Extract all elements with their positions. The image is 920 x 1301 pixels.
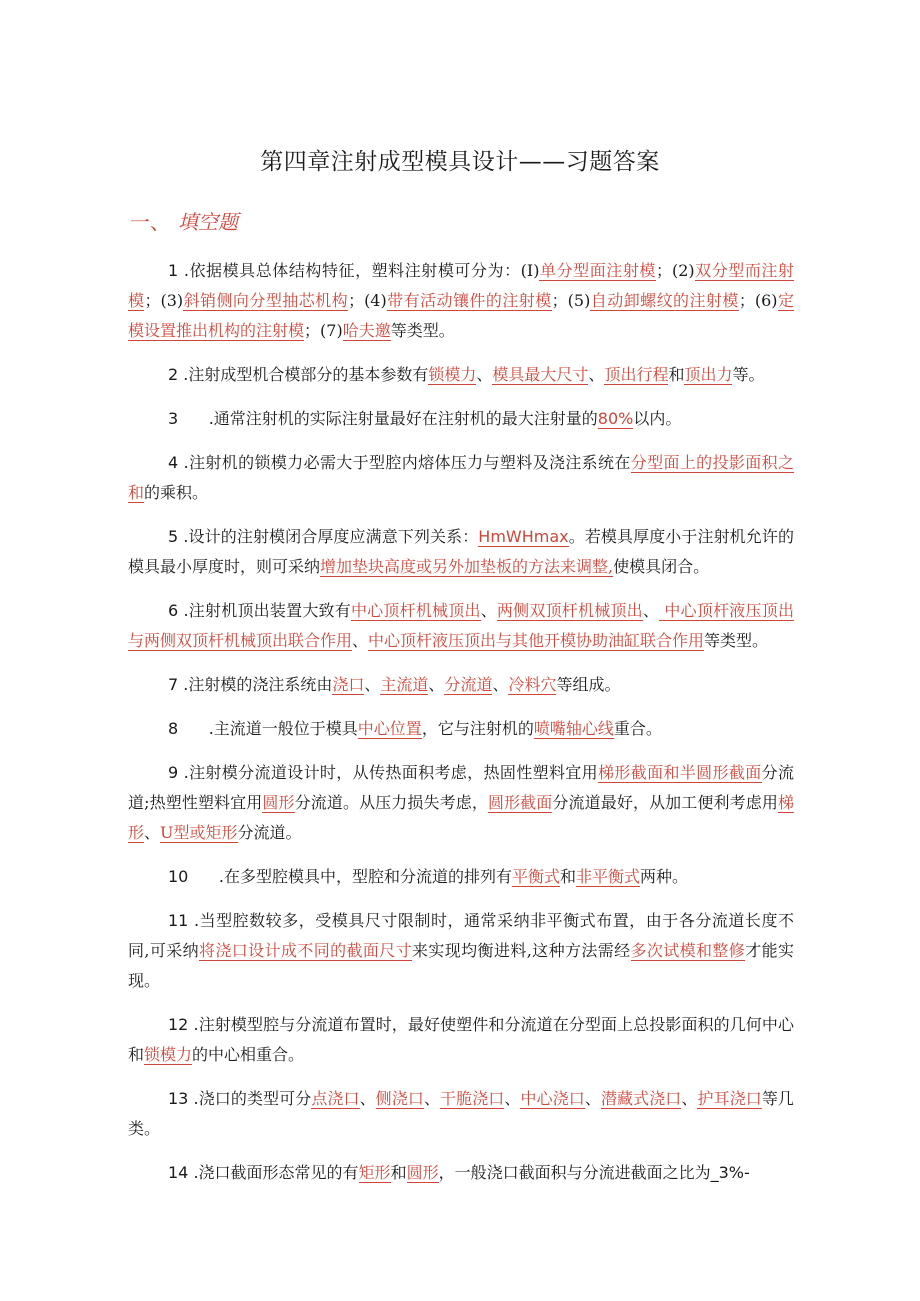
question-4: [128, 448, 794, 508]
question-text: 、: [681, 1089, 698, 1108]
question-number: 6: [168, 601, 179, 620]
question-text: .通常注射机的实际注射量最好在注射机的最大注射量的: [178, 409, 598, 428]
answer-blank: 两侧双顶杆机械顶出: [496, 601, 643, 620]
answer-blank: 梯形: [128, 793, 794, 842]
question-text: 使模具闭合。: [613, 557, 710, 576]
question-text: 的中心相重合。: [192, 1045, 305, 1064]
question-text: .浇口截面形态常见的有: [188, 1163, 359, 1182]
answer-blank: 圆形: [406, 1163, 439, 1182]
question-text: 等几类。: [128, 1089, 794, 1138]
question-text: 两种。: [640, 867, 689, 886]
question-9: [128, 758, 794, 848]
answer-blank: 中心顶杆机械顶出: [350, 601, 481, 620]
question-text: .注射模型腔与分流道布置时，最好使塑件和分流道在分型面上总投影面积的几何中心和: [128, 1015, 794, 1064]
question-text: 来实现均衡进料,这种方法需经: [412, 941, 631, 960]
question-text: 和: [390, 1163, 407, 1182]
answer-blank: 分型面上的投影面积之和: [128, 453, 794, 502]
question-8: [128, 714, 794, 744]
answer-blank: 主流道: [380, 675, 429, 694]
question-text: 、: [352, 631, 369, 650]
question-text: 分流道;热塑性塑料宜用: [128, 763, 794, 812]
question-text: .主流道一般位于模具: [178, 719, 358, 738]
answer-blank: 中心顶杆液压顶出与两侧双顶杆机械顶出联合作用: [128, 601, 794, 650]
question-number: 11: [168, 911, 189, 930]
question-text: 、: [359, 1089, 376, 1108]
question-text: 、: [476, 365, 493, 384]
question-number: 1: [168, 261, 179, 280]
question-number: 12: [168, 1015, 189, 1034]
question-text: .设计的注射模闭合厚度应满意下列关系：: [178, 527, 479, 546]
question-text: ；(5): [551, 291, 591, 310]
section-heading: [130, 206, 238, 235]
question-text: 等类型。: [390, 321, 455, 340]
answer-blank: 80%: [597, 409, 634, 428]
question-3: [128, 404, 794, 434]
answer-blank: 单分型面注射模: [539, 261, 656, 280]
question-text: 、: [144, 823, 161, 842]
answer-blank: 冷料穴: [508, 675, 557, 694]
question-number: 4: [168, 453, 179, 472]
question-text: .注射机的锁模力必需大于型腔内熔体压力与塑料及浇注系统在: [178, 453, 631, 472]
question-text: 等。: [732, 365, 765, 384]
answer-blank: 中心浇口: [520, 1089, 585, 1108]
answer-blank: 锁模力: [144, 1045, 193, 1064]
answer-blank: 点浇口: [311, 1089, 360, 1108]
question-text: 和: [559, 867, 576, 886]
question-12: [128, 1010, 794, 1070]
answer-blank: 侧浇口: [375, 1089, 424, 1108]
question-text: 等组成。: [556, 675, 621, 694]
answer-blank: 潜藏式浇口: [600, 1089, 682, 1108]
question-5: [128, 522, 794, 582]
answer-blank: 哈夫邀: [342, 321, 391, 340]
question-number: 2: [168, 365, 179, 384]
answer-blank: 喷嘴轴心线: [533, 719, 614, 738]
answer-blank: 中心顶杆液压顶出与其他开模协助油缸联合作用: [368, 631, 705, 650]
answer-blank: 模具最大尺寸: [492, 365, 589, 384]
question-text: 、: [480, 601, 497, 620]
question-text: 、: [364, 675, 381, 694]
question-text: ；(6): [738, 291, 778, 310]
answer-blank: 顶出力: [684, 365, 733, 384]
answer-blank: 护耳浇口: [697, 1089, 762, 1108]
answer-blank: 圆形: [262, 793, 295, 812]
question-text: 、: [428, 675, 445, 694]
section-name: 填空题: [178, 210, 238, 234]
question-text: 分流道。: [237, 823, 302, 842]
question-text: ，一般浇口截面积与分流进截面之比为: [438, 1163, 711, 1182]
question-text: .注射成型机合模部分的基本参数有: [178, 365, 429, 384]
question-text: 以内。: [633, 409, 682, 428]
question-text: .注射模的浇注系统由: [178, 675, 333, 694]
question-text: ，它与注射机的: [421, 719, 534, 738]
question-number: 9: [168, 763, 179, 782]
question-6: [128, 596, 794, 656]
question-13: [128, 1084, 794, 1144]
answer-blank: 中心位置: [357, 719, 422, 738]
answer-blank: _3%-: [710, 1163, 750, 1182]
answer-blank: U型或矩形: [160, 823, 238, 842]
answer-blank: 自动卸螺纹的注射模: [590, 291, 739, 310]
question-number: 5: [168, 527, 179, 546]
answer-blank: 多次试模和整修: [630, 941, 746, 960]
question-text: 、: [423, 1089, 441, 1108]
section-number: 一、: [130, 210, 170, 234]
question-text: ；(3): [144, 291, 184, 310]
question-text: 等类型。: [704, 631, 769, 650]
question-7: [128, 670, 794, 700]
answer-blank: 顶出行程: [604, 365, 669, 384]
question-text: 才能实现。: [128, 941, 794, 990]
answer-blank: 圆形截面: [487, 793, 553, 812]
question-1: [128, 256, 794, 346]
answer-blank: 梯形截面和半圆形截面: [598, 763, 762, 782]
question-number: 10: [168, 867, 189, 886]
question-text: .在多型腔模具中，型腔和分流道的排列有: [188, 867, 512, 886]
answer-blank: 将浇口设计成不同的截面尺寸: [199, 941, 413, 960]
question-text: ；(2): [655, 261, 695, 280]
question-text: 、: [504, 1089, 521, 1108]
question-number: 7: [168, 675, 179, 694]
answer-blank: 锁模力: [428, 365, 477, 384]
answer-blank: 带有活动镶件的注射模: [386, 291, 552, 310]
page-title: 第四章注射成型模具设计——习题答案: [260, 149, 660, 175]
question-text: .当型腔数较多，受模具尺寸限制时，通常采纳非平衡式布置，由于各分流道长度不同,可采纳: [128, 911, 794, 960]
question-number: 3: [168, 409, 179, 428]
question-text: 、: [584, 1089, 601, 1108]
answer-blank: 分流道: [444, 675, 493, 694]
question-list: [128, 256, 794, 1202]
question-10: [128, 862, 794, 892]
question-text: 。若模具厚度小于注射机允许的模具最小厚度时，则可采纳: [128, 527, 794, 576]
question-text: 和: [668, 365, 685, 384]
answer-blank: 斜销侧向分型抽芯机构: [183, 291, 349, 310]
question-text: 、: [492, 675, 509, 694]
question-text: ；(7): [304, 321, 343, 340]
question-11: [128, 906, 794, 996]
question-text: .注射机顶出装置大致有: [178, 601, 351, 620]
answer-blank: 增加垫块高度或另外加垫板的方法来调整,: [320, 557, 614, 576]
answer-blank: 双分型而注射模: [128, 261, 794, 310]
question-number: 8: [168, 719, 179, 738]
question-2: [128, 360, 794, 390]
answer-blank: 定模设置推出机构的注射模: [128, 291, 794, 340]
answer-blank: 非平衡式: [576, 867, 641, 886]
answer-blank: 干脆浇口: [440, 1089, 505, 1108]
question-text: 分流道。从压力损失考虑，: [294, 793, 488, 812]
question-text: 重合。: [613, 719, 662, 738]
answer-blank: 浇口: [332, 675, 365, 694]
question-text: .注射模分流道设计时，从传热面积考虑，热固性塑料宜用: [178, 763, 599, 782]
answer-blank: 矩形: [358, 1163, 391, 1182]
question-text: 、: [642, 601, 660, 620]
question-text: 分流道最好，从加工便利考虑用: [552, 793, 778, 812]
question-number: 13: [168, 1089, 189, 1108]
answer-blank: 平衡式: [511, 867, 560, 886]
question-text: 、: [588, 365, 605, 384]
question-number: 14: [168, 1163, 189, 1182]
question-text: 的乘积。: [144, 483, 209, 502]
question-text: .依据模具总体结构特征，塑料注射模可分为：(I): [178, 261, 540, 280]
answer-blank: HmWHmax: [478, 527, 569, 546]
question-text: ；(4): [348, 291, 387, 310]
question-14: [128, 1158, 794, 1188]
question-text: .浇口的类型可分: [188, 1089, 312, 1108]
